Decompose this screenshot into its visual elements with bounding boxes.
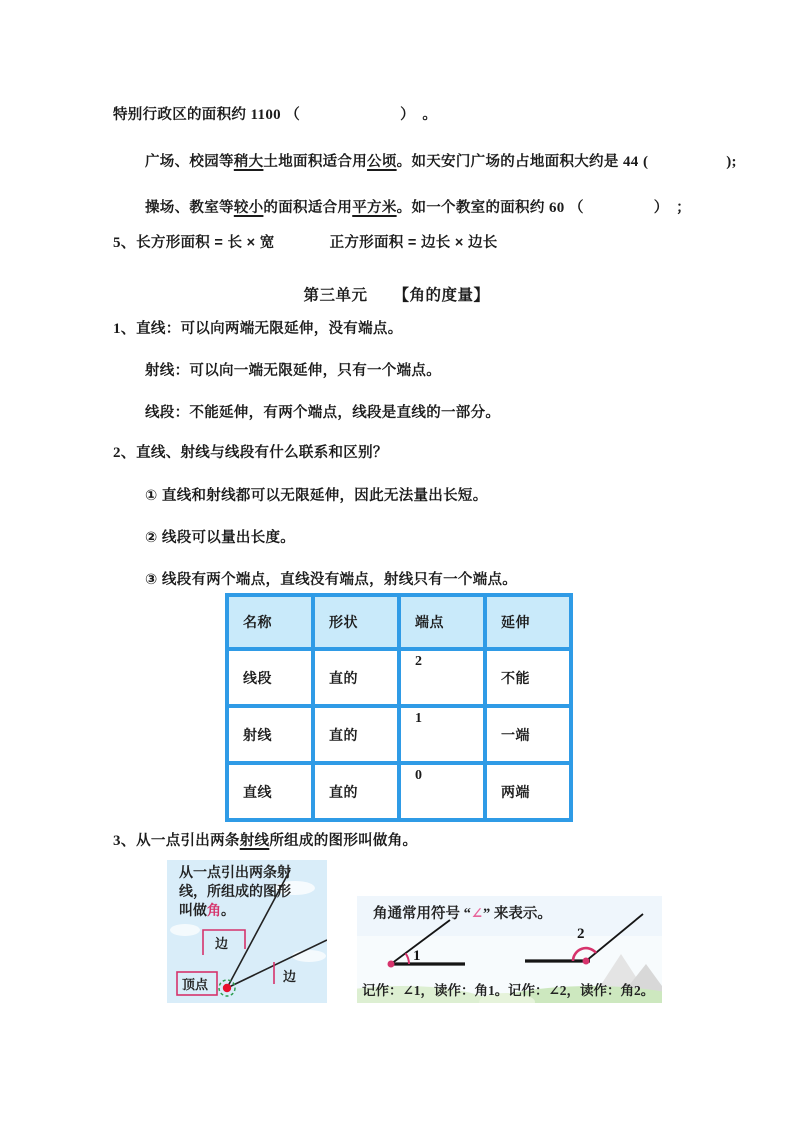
fill-blank xyxy=(584,211,654,212)
sub-item-2 xyxy=(145,526,295,547)
header-cell-endpoints: 端点 xyxy=(399,595,485,649)
underlined-run: 较小 xyxy=(233,200,264,216)
cloud-icon xyxy=(170,924,200,936)
figure-caption-line3: 叫做角。 xyxy=(179,904,235,919)
paragraph-hectare xyxy=(145,150,737,171)
header-cell-extension: 延伸 xyxy=(485,595,571,649)
item-ray-definition xyxy=(145,359,441,380)
angle-notation-svg xyxy=(357,896,662,1003)
cell: 射线 xyxy=(227,706,313,763)
cell: 0 xyxy=(399,763,485,820)
item-number: 5、 xyxy=(113,235,137,251)
text-run: 特别行政区的面积约 xyxy=(113,107,247,123)
text-run: 从一点引出两条 xyxy=(136,833,240,849)
cell: 2 xyxy=(399,649,485,706)
number-1100: 1100 xyxy=(250,107,281,123)
item-number: 3、 xyxy=(113,833,137,849)
text-run: 土地面积适合用 xyxy=(263,154,368,170)
figure-angle-notation xyxy=(357,896,662,1003)
angle1-vertex-dot xyxy=(388,961,395,968)
table-row xyxy=(227,706,571,763)
text-run: ③ 线段有两个端点，直线没有端点，射线只有一个端点。 xyxy=(145,572,518,588)
item-angle-definition xyxy=(113,829,417,850)
text-run: ② 线段可以量出长度。 xyxy=(145,530,296,546)
notation-caption: 角通常用符号 “∠” 来表示。 xyxy=(373,906,552,922)
edge-label-right: 边 xyxy=(283,969,297,984)
text-run: 射线：可以向一端无限延伸，只有一个端点。 xyxy=(145,363,441,379)
cell: 直的 xyxy=(313,649,399,706)
cell: 线段 xyxy=(227,649,313,706)
cell: 直的 xyxy=(313,706,399,763)
cell: 直线 xyxy=(227,763,313,820)
edge-label-top: 边 xyxy=(215,936,229,951)
figure-angle-definition xyxy=(167,860,327,1003)
angle-definition-svg xyxy=(167,860,327,1003)
text-run: ① 直线和射线都可以无限延伸，因此无法量出长短。 xyxy=(145,488,488,504)
comparison-table xyxy=(225,593,573,822)
formula-rectangle: 长方形面积 = 长 × 宽 xyxy=(136,235,275,251)
angle2-note: 记作：∠2，读作：角2。 xyxy=(508,983,655,998)
cell: 一端 xyxy=(485,706,571,763)
paren-close: ） 。 xyxy=(400,107,438,123)
paragraph-sar-area xyxy=(113,103,437,124)
table-header-row xyxy=(227,595,571,649)
vertex-label: 顶点 xyxy=(182,977,209,992)
figure-caption-line2: 线，所组成的图形 xyxy=(179,885,291,900)
fill-blank xyxy=(300,118,400,119)
paren-close: ); xyxy=(726,154,737,170)
unit3-heading-number: 第三单元 xyxy=(303,287,368,304)
cell: 1 xyxy=(399,706,485,763)
item-comparison-question xyxy=(113,441,388,462)
number-44: 44 xyxy=(622,154,639,170)
sub-item-3 xyxy=(145,568,517,589)
sub-item-1 xyxy=(145,484,488,505)
text-run: 直线：可以向两端无限延伸，没有端点。 xyxy=(136,321,403,337)
text-run: 所组成的图形叫做角。 xyxy=(269,833,418,849)
cell: 直的 xyxy=(313,763,399,820)
text-run: 广场、校园等 xyxy=(145,154,234,170)
underlined-run: 稍大 xyxy=(233,154,264,170)
figure-caption-line1: 从一点引出两条射 xyxy=(179,866,291,881)
item-segment-definition xyxy=(145,401,500,422)
header-cell-name: 名称 xyxy=(227,595,313,649)
formula-square: 正方形面积 = 边长 × 边长 xyxy=(329,235,498,251)
angle1-note: 记作：∠1，读作：角1。 xyxy=(362,983,509,998)
text-run: 。如天安门广场的占地面积大约是 xyxy=(396,154,619,170)
paren-close: ） ； xyxy=(653,200,691,216)
number-60: 60 xyxy=(548,200,565,216)
text-run: 线段：不能延伸，有两个端点，线段是直线的一部分。 xyxy=(145,405,501,421)
text-run: 。如一个教室的面积约 xyxy=(396,200,545,216)
text-run: 直线、射线与线段有什么联系和区别？ xyxy=(136,445,388,461)
angle1-number: 1 xyxy=(413,948,421,964)
item-number: 2、 xyxy=(113,445,137,461)
table-row xyxy=(227,649,571,706)
text-run: 的面积适合用 xyxy=(263,200,353,216)
cloud-icon xyxy=(292,950,326,962)
paragraph-square-meter xyxy=(145,196,691,217)
item-line-definition xyxy=(113,317,403,338)
cell: 两端 xyxy=(485,763,571,820)
vertex-dot xyxy=(223,984,231,992)
paren-open: （ xyxy=(568,200,584,216)
item-number: 1、 xyxy=(113,321,137,337)
cell: 不能 xyxy=(485,649,571,706)
table-row xyxy=(227,763,571,820)
angle2-vertex-dot xyxy=(583,958,590,965)
paren-open: ( xyxy=(642,154,649,170)
paragraph-area-formulas xyxy=(113,231,498,252)
unit3-heading xyxy=(0,283,793,305)
underlined-run: 平方米 xyxy=(352,200,397,216)
paren-open: （ xyxy=(285,107,301,123)
angle2-number: 2 xyxy=(577,926,585,942)
fill-blank xyxy=(648,165,726,166)
text-run: 操场、教室等 xyxy=(145,200,234,216)
unit3-heading-title: 【角的度量】 xyxy=(393,287,490,304)
header-cell-shape: 形状 xyxy=(313,595,399,649)
underlined-run: 射线 xyxy=(239,833,270,849)
underlined-run: 公顷 xyxy=(367,154,397,170)
